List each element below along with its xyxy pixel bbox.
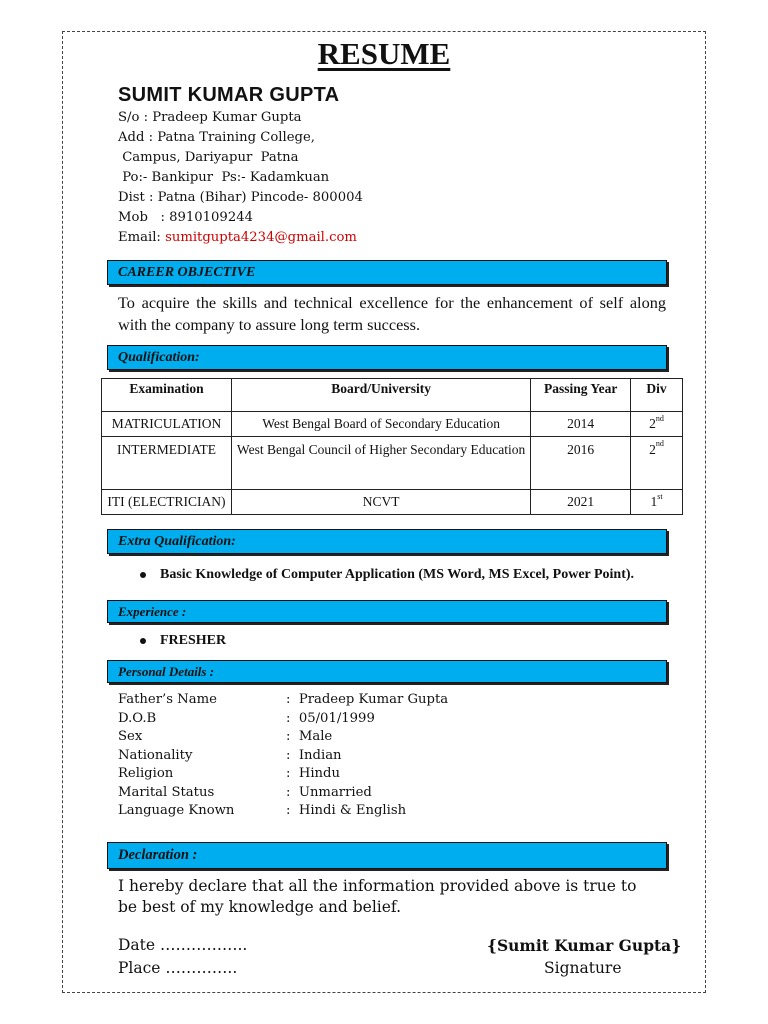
exam-cell: ITI (ELECTRICIAN)	[102, 490, 232, 515]
table-row	[102, 437, 683, 490]
header-passing-year: Passing Year	[531, 379, 631, 412]
resume-title: RESUME	[317, 36, 451, 71]
personal-row-religion: Religion : Hindu	[118, 766, 340, 781]
div-cell: 1st	[631, 490, 683, 515]
personal-row-marital: Marital Status : Unmarried	[118, 785, 372, 800]
div-cell: 2nd	[631, 437, 683, 490]
career-objective-header: CAREER OBJECTIVE	[107, 260, 667, 285]
bullet-icon	[140, 572, 146, 578]
extra-qualification-header: Extra Qualification:	[107, 529, 667, 554]
personal-row-language: Language Known : Hindi & English	[118, 803, 407, 818]
email-link[interactable]: sumitgupta4234@gmail.com	[165, 230, 357, 245]
district-line: Dist : Patna (Bihar) Pincode- 800004	[118, 190, 363, 205]
qualification-header: Qualification:	[107, 345, 667, 370]
header-examination: Examination	[102, 379, 232, 412]
declaration-text: I hereby declare that all the information provided above is true to be best of my knowledge and belief.	[118, 877, 637, 916]
personal-row-father: Father’s Name : Pradeep Kumar Gupta	[118, 692, 449, 707]
address-line-2: Campus, Dariyapur Patna	[118, 150, 299, 165]
year-cell: 2014	[531, 412, 631, 437]
personal-details-header: Personal Details :	[107, 660, 667, 683]
board-cell: NCVT	[231, 490, 530, 515]
table-row	[102, 412, 683, 437]
mobile-line: Mob : 8910109244	[118, 210, 253, 225]
signature-name: {Sumit Kumar Gupta}	[487, 936, 682, 955]
extra-qualification-item: Basic Knowledge of Computer Application (MS Word, MS Excel, Power Point).	[140, 567, 634, 583]
board-cell: West Bengal Council of Higher Secondary Education	[231, 437, 530, 490]
candidate-name: SUMIT KUMAR GUPTA	[118, 84, 340, 106]
address-line-1: Add : Patna Training College,	[118, 130, 315, 145]
son-of-line: S/o : Pradeep Kumar Gupta	[118, 110, 302, 125]
bullet-icon	[140, 638, 146, 644]
experience-header: Experience :	[107, 600, 667, 623]
header-board: Board/University	[231, 379, 530, 412]
qualification-table	[101, 378, 683, 515]
div-cell: 2nd	[631, 412, 683, 437]
year-cell: 2021	[531, 490, 631, 515]
experience-item: FRESHER	[140, 633, 226, 649]
header-div: Div	[631, 379, 683, 412]
email-label: Email:	[118, 230, 161, 245]
personal-row-dob: D.O.B : 05/01/1999	[118, 711, 375, 726]
personal-row-nationality: Nationality : Indian	[118, 748, 342, 763]
career-objective-text: To acquire the skills and technical excellence for the enhancement of self along with the company to assure long term success.	[118, 293, 666, 334]
email-line	[118, 228, 357, 248]
table-row	[102, 490, 683, 515]
declaration-header: Declaration :	[107, 842, 667, 869]
post-office-line: Po:- Bankipur Ps:- Kadamkuan	[118, 170, 330, 185]
board-cell: West Bengal Board of Secondary Education	[231, 412, 530, 437]
exam-cell: MATRICULATION	[102, 412, 232, 437]
year-cell: 2016	[531, 437, 631, 490]
signature-label: Signature	[544, 959, 622, 977]
exam-cell: INTERMEDIATE	[102, 437, 232, 490]
date-line: Date ……………..	[118, 936, 248, 954]
personal-row-sex: Sex : Male	[118, 729, 333, 744]
table-header-row	[102, 379, 683, 412]
place-line: Place …………..	[118, 959, 238, 977]
